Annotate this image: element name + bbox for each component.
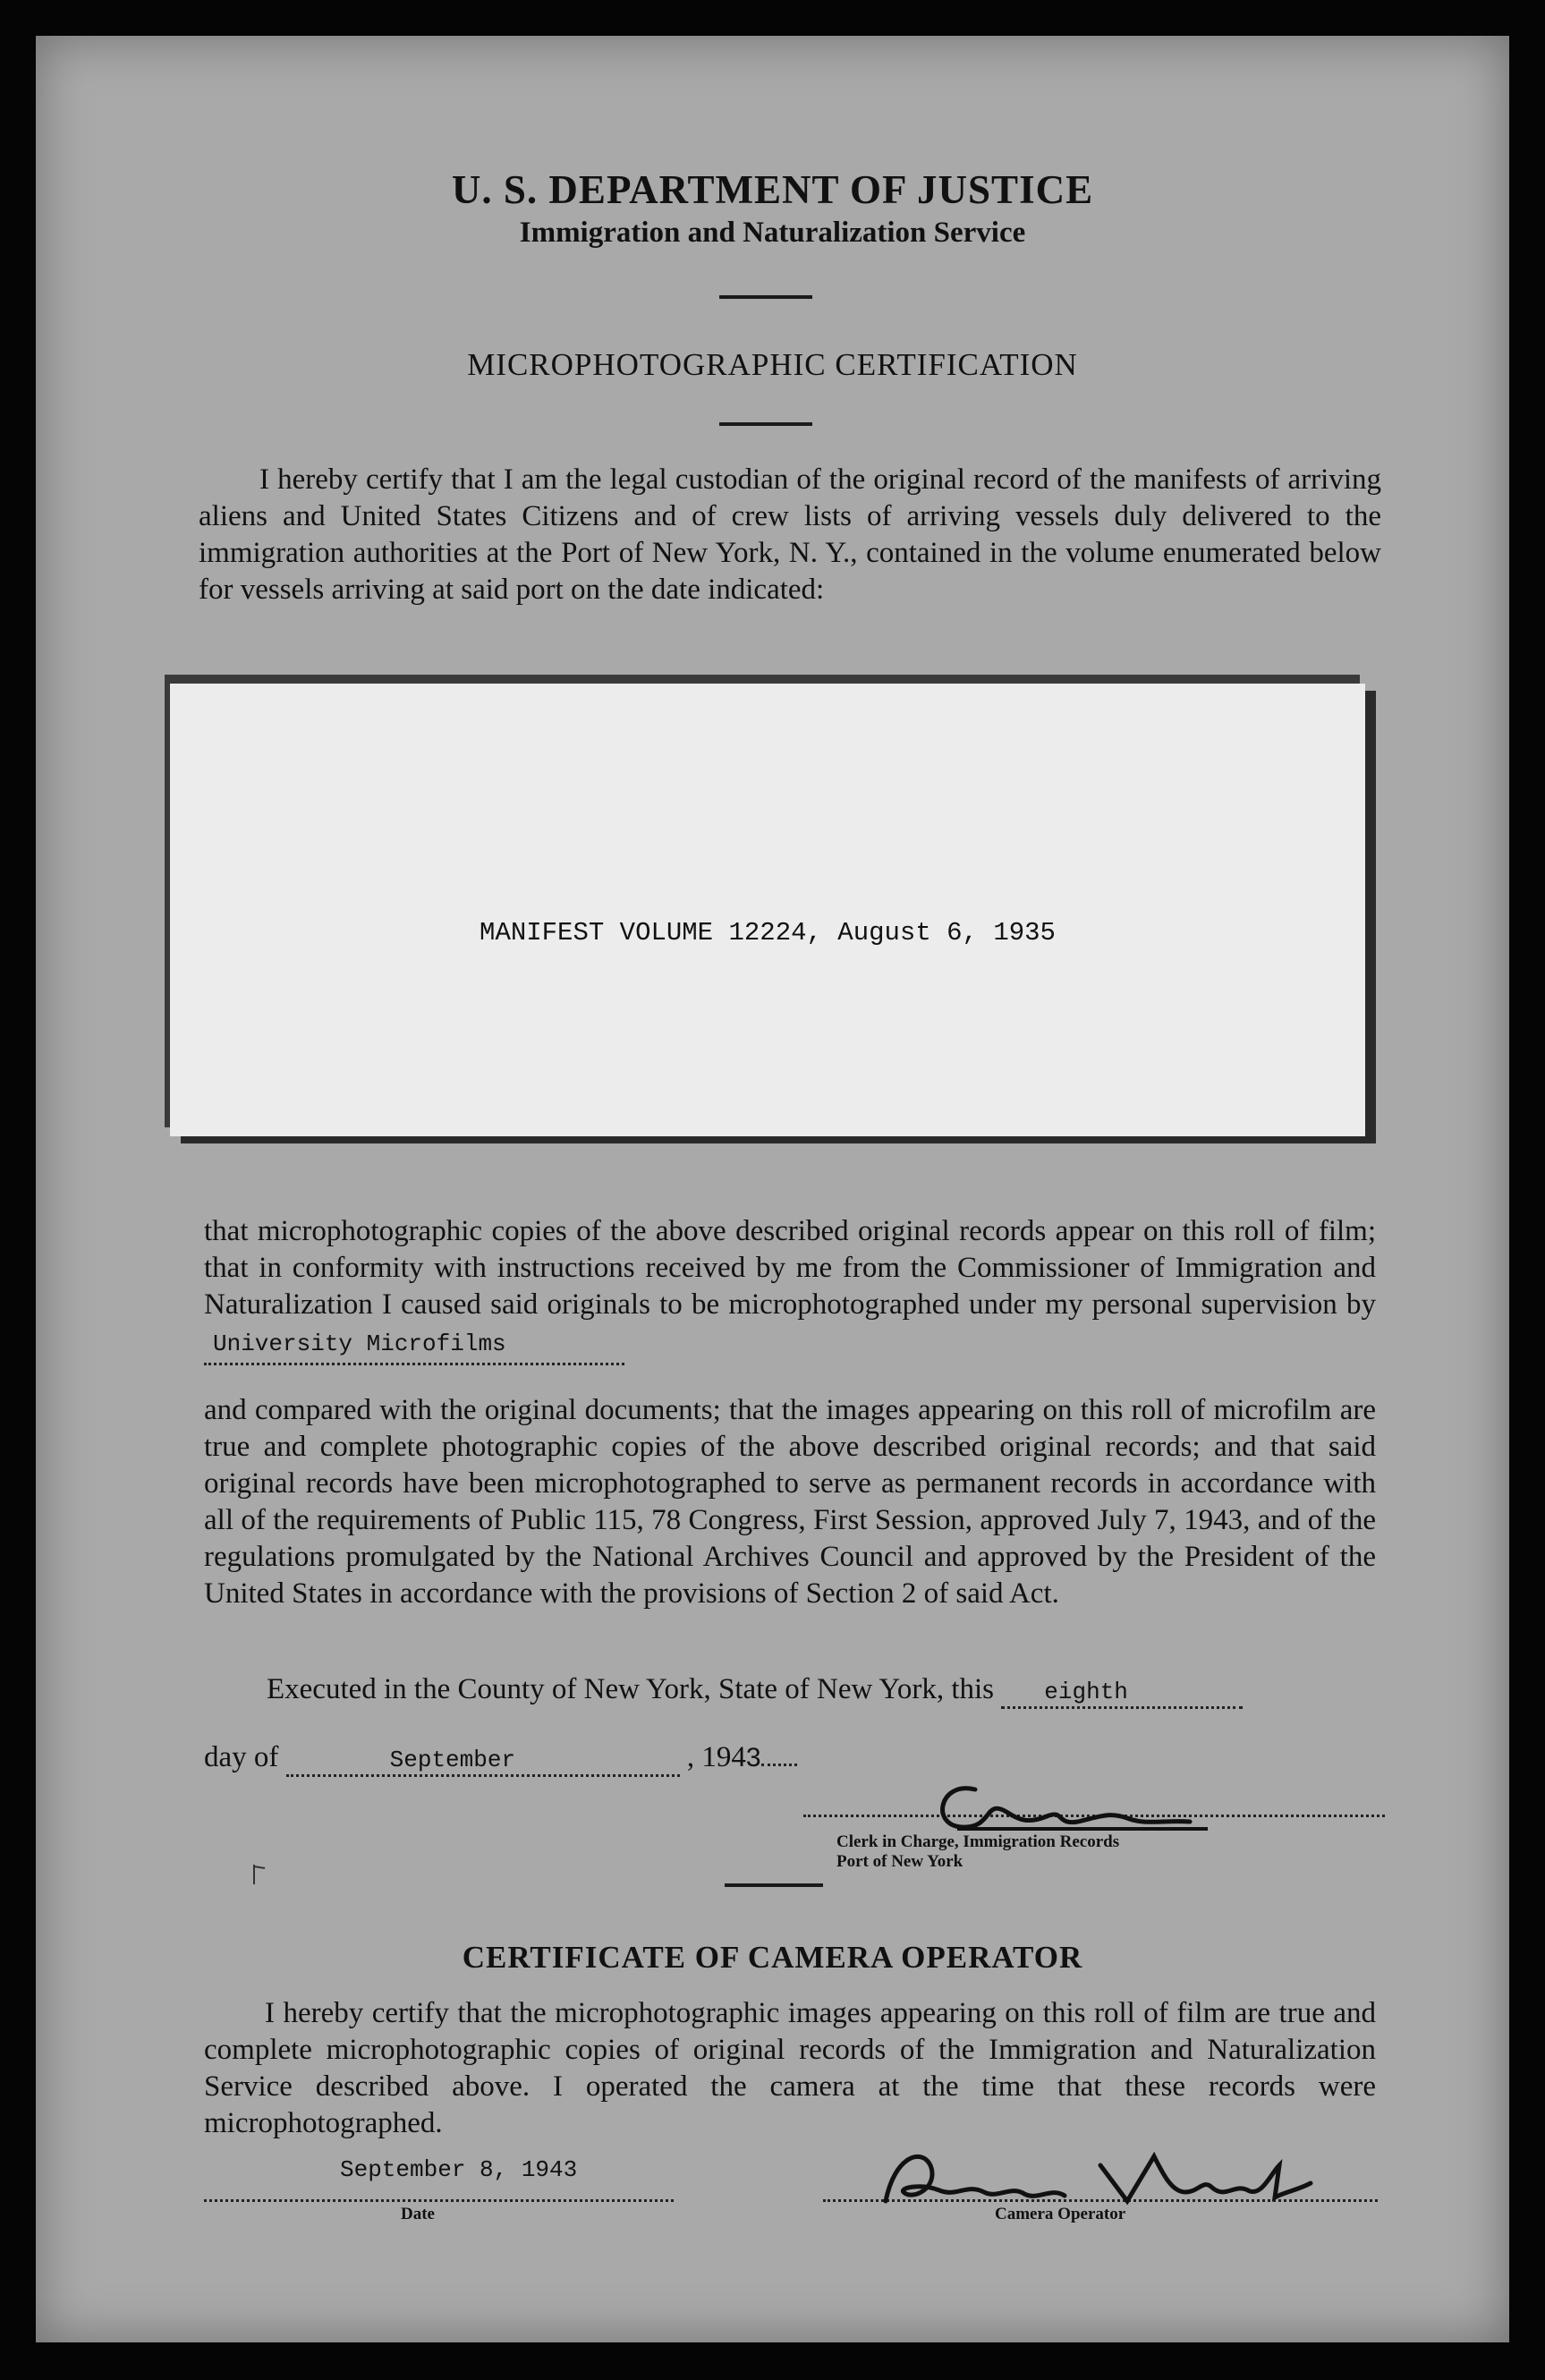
photographed-by-value: University Microfilms: [213, 1330, 506, 1357]
body-text-part1: that microphotographic copies of the above described original records appear on this roll of film; that in conformity with instructions received by me from the Commissioner of Immigration and Naturalization I caused said originals to be microphotographed under my personal supervision by: [204, 1215, 1376, 1321]
date-label: Date: [401, 2205, 435, 2223]
certification-title: MICROPHOTOGRAPHIC CERTIFICATION: [467, 347, 1078, 382]
day-of-label: day of: [204, 1741, 279, 1773]
divider: [725, 1883, 823, 1887]
divider: [719, 295, 812, 299]
camera-operator-title: CERTIFICATE OF CAMERA OPERATOR: [462, 1940, 1083, 1975]
intro-paragraph: I hereby certify that I am the legal custodian of the original record of the manifests of arriving aliens and United States Citizens and of crew lists of arriving vessels duly delivered to the immigration authorities at the Port of New York, N. Y., contained in the volume enumerated below for vessels arriving at said port on the date indicated:: [199, 463, 1381, 606]
department-title: U. S. DEPARTMENT OF JUSTICE: [451, 167, 1094, 212]
day-value: eighth: [1044, 1679, 1128, 1705]
certificate-page: [36, 36, 1509, 2342]
stray-mark: [250, 1861, 270, 1888]
record-card: [170, 684, 1365, 1136]
execution-prefix: Executed in the County of New York, State of New York, this: [267, 1673, 995, 1705]
execution-line: [267, 1673, 1243, 1709]
service-subtitle: Immigration and Naturalization Service: [519, 217, 1026, 249]
date-of-execution-line: [204, 1741, 797, 1777]
day-field: [1001, 1673, 1243, 1709]
camera-operator-label: Camera Operator: [995, 2205, 1126, 2223]
clerk-signature: [921, 1763, 1217, 1843]
clerk-title: [836, 1832, 1119, 1872]
body-paragraph-part2: and compared with the original documents; that the images appearing on this roll of microfilm are true and complete photographic copies of the above described original records; and that said original records have been microphotographed to serve as permanent records in accordance with all of the requirements of Public 115, 78 Congress, First Session, approved July 7, 1943, and of the regulations promulgated by the National Archives Council and approved by the President of the United States in accordance with the provisions of Section 2 of said Act.: [204, 1394, 1376, 1610]
camera-operator-paragraph: I hereby certify that the microphotographic images appearing on this roll of film are true and complete microphotographic copies of original records of the Immigration and Naturalization Service described above. I operated the camera at the time that these records were microphotographed.: [204, 1997, 1376, 2139]
year-prefix: , 194: [686, 1741, 746, 1773]
body-paragraph-part1: [204, 1213, 1376, 1365]
clerk-title-line1: Clerk in Charge, Immigration Records: [836, 1832, 1120, 1851]
divider: [719, 422, 812, 426]
month-field: [286, 1741, 680, 1777]
year-dots: [761, 1764, 797, 1766]
certification-date: September 8, 1943: [340, 2156, 578, 2183]
clerk-title-line2: Port of New York: [836, 1852, 964, 1871]
photographed-by-field: [204, 1323, 624, 1365]
record-card-text: MANIFEST VOLUME 12224, August 6, 1935: [480, 918, 1056, 948]
month-value: September: [389, 1747, 516, 1773]
year-suffix-handwritten: 3: [745, 1743, 761, 1772]
